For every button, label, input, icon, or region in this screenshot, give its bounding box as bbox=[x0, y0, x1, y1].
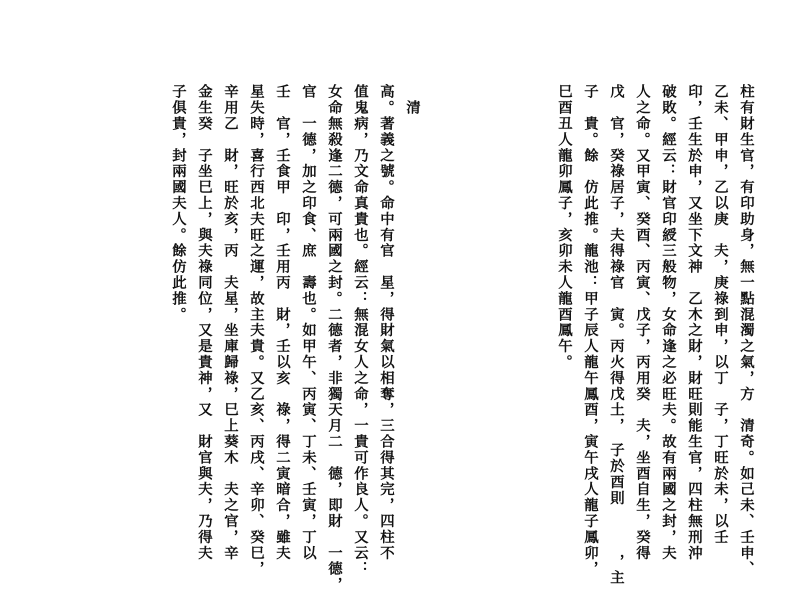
text-column-14: 女命無殺逢二德，可兩國之封。二德者，非獨天月二 德，即財 一德， bbox=[326, 84, 342, 593]
text-column-13: 值鬼病，乃文命真貴也。經云：無混女人之命，一貴可作良人。又云： bbox=[352, 84, 368, 577]
text-column-1: 柱有財生官，有印助身，無一點混濁之氣，方 清奇。如己未、壬申、 bbox=[738, 84, 754, 577]
section-heading: 清 bbox=[404, 84, 420, 116]
text-column-15: 官 一德，加之印食、庶 壽也。如甲午、丙寅、丁未、壬寅，丁以 bbox=[300, 84, 316, 561]
text-column-5: 人之命。又甲寅、癸酉、丙寅、戊子，丙用癸 夫，坐酉自生，癸得 bbox=[634, 84, 650, 561]
text-column-16: 壬 官，壬食甲 印，壬用丙 財，壬以亥 祿，得二寅暗合，雖夫 bbox=[274, 84, 290, 561]
text-column-3: 印，壬生於申，又坐下文神 乙木之財，財旺則能生官，四柱無刑沖 bbox=[686, 84, 702, 561]
text-column-18: 辛用乙 財，旺於亥，丙 夫星，坐庫歸祿，巳上葵木 夫之官，辛 bbox=[222, 84, 238, 561]
text-column-20: 子俱貴，封兩國夫人。餘仿此推。 bbox=[170, 84, 186, 323]
text-column-7: 子 貴。餘 仿此推。龍池：甲子辰人龍午鳳酉，寅午戌人龍子鳳卯， bbox=[582, 84, 598, 577]
text-column-6: 戊 官，癸祿居子，夫得祿官 寅。丙火得戊土， 子於酉則 ，主 bbox=[608, 84, 624, 586]
text-column-17: 星失時，喜行西北夫旺之運，故主夫貴。又乙亥、丙戌、辛卯、癸巳， bbox=[248, 84, 264, 577]
text-column-8: 巳酉丑人龍卯鳳子，亥卯未人龍酉鳳午。 bbox=[556, 84, 572, 371]
text-column-4: 破敗。經云：財官印綬三般物，女命逢之必旺夫。故有兩國之封，夫 bbox=[660, 84, 676, 561]
text-column-19: 金生癸 子坐巳上，與夫祿同位，又是貴神，又 財官與夫，乃得夫 bbox=[196, 84, 212, 561]
text-column-12: 高。著義之號。命中有官 星，得財氣以相奪，三合得其完，四柱不 bbox=[378, 84, 394, 561]
text-column-2: 乙未、甲申，乙以庚 夫，庚祿到申，以丁 子，丁旺於未，以壬 bbox=[712, 84, 728, 546]
